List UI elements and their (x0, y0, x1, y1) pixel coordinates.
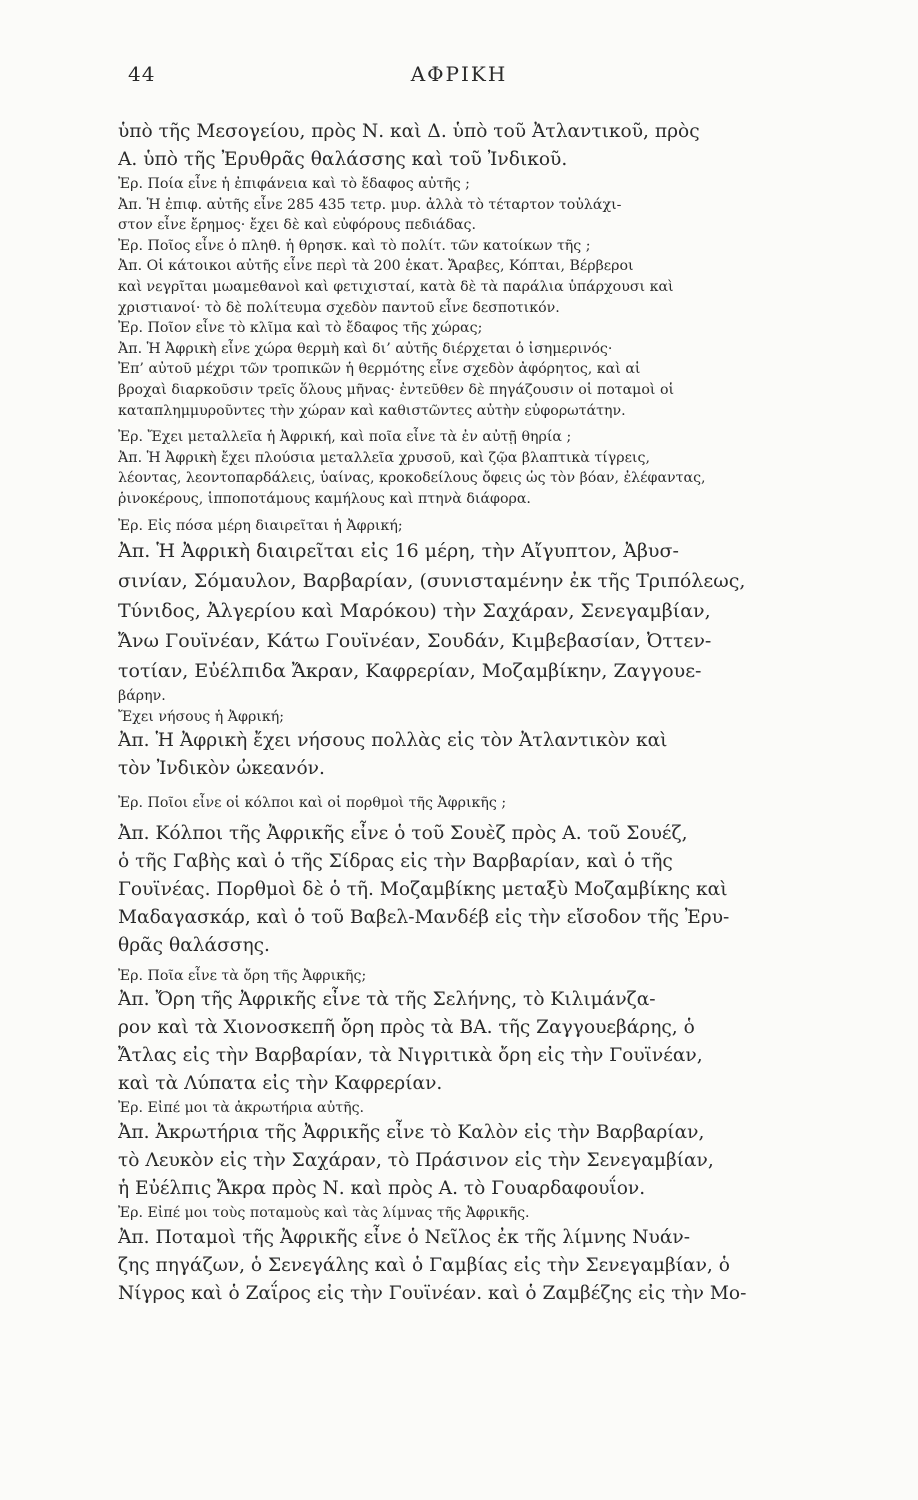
text-line: ὁ τῆς Γαβὴς καὶ ὁ τῆς Σίδρας εἰς τὴν Βαρβαρίαν, καὶ ὁ τῆς (118, 850, 673, 872)
text-line: ρον καὶ τὰ Χιονοσκεπῆ ὄρη πρὸς τὰ ΒΑ. τῆς Ζαγγουεβάρης, ὁ (118, 1017, 695, 1039)
text-line: σινίαν, Σόμαυλον, Βαρβαρίαν, (συνισταμένην ἐκ τῆς Τριπόλεως, (118, 570, 746, 593)
text-line: Ἀπ. Ἡ Ἀφρικὴ ἔχει νήσους πολλὰς εἰς τὸν Ἀτλαντικὸν καὶ (118, 730, 668, 752)
text-line: λέοντας, λεοντοπαρδάλεις, ὑαίνας, κροκοδείλους ὄφεις ὡς τὸν βόαν, ἐλέφαντας, (118, 470, 706, 487)
text-line: Ἐρ. Ποῖος εἶνε ὁ πληθ. ἡ θρησκ. καὶ τὸ πολίτ. τῶν κατοίκων τῆς ; (118, 237, 591, 254)
text-line: Ἀπ. Ἡ ἐπιφ. αὐτῆς εἶνε 285 435 τετρ. μυρ. ἀλλὰ τὸ τέταρτον τοὐλάχι- (118, 196, 622, 213)
text-line: Ἀπ. Κόλποι τῆς Ἀφρικῆς εἶνε ὁ τοῦ Σουὲζ πρὸς Α. τοῦ Σουέζ, (118, 822, 688, 844)
text-line: Μαδαγασκάρ, καὶ ὁ τοῦ Βαβελ-Μανδέβ εἰς τὴν εἴσοδον τῆς Ἐρυ- (118, 906, 730, 928)
text-line: Ἀπ. Ἀκρωτήρια τῆς Ἀφρικῆς εἶνε τὸ Καλὸν εἰς τὴν Βαρβαρίαν, (118, 1122, 705, 1144)
text-line: ζης πηγάζων, ὁ Σενεγάλης καὶ ὁ Γαμβίας εἰς τὴν Σενεγαμβίαν, ὁ (118, 1254, 730, 1276)
text-line: καὶ νεγρῖται μωαμεθανοὶ καὶ φετιχισταί, κατὰ δὲ τὰ παράλια ὑπάρχουσι καὶ (118, 278, 674, 295)
body-text (118, 118, 840, 1308)
text-line: Ἀπ. Ὄρη τῆς Ἀφρικῆς εἶνε τὰ τῆς Σελήνης, τὸ Κιλιμάνζα- (118, 989, 656, 1011)
text-line: Ἐπ’ αὐτοῦ μέχρι τῶν τροπικῶν ἡ θερμότης εἶνε σχεδὸν ἀφόρητος, καὶ αἱ (118, 361, 641, 378)
text-line: ῥινοκέρους, ἱπποποτάμους καμήλους καὶ πτηνὰ διάφορα. (118, 490, 531, 507)
text-line: Γουϊνέας. Πορθμοὶ δὲ ὁ τῆ. Μοζαμβίκης μεταξὺ Μοζαμβίκης καὶ (118, 878, 728, 900)
text-line: Ἀπ. Ποταμοὶ τῆς Ἀφρικῆς εἶνε ὁ Νεῖλος ἐκ τῆς λίμνης Νυάν- (118, 1226, 690, 1248)
text-line: Ἄνω Γουϊνέαν, Κάτω Γουϊνέαν, Σουδάν, Κιμβεβασίαν, Ὀττεν- (118, 630, 712, 653)
text-line: Τύνιδος, Ἀλγερίου καὶ Μαρόκου) τὴν Σαχάραν, Σενεγαμβίαν, (118, 600, 711, 623)
text-line: τὸν Ἰνδικὸν ὠκεανόν. (118, 758, 325, 780)
text-line: ὑπὸ τῆς Μεσογείου, πρὸς Ν. καὶ Δ. ὑπὸ τοῦ Ἀτλαντικοῦ, πρὸς (118, 121, 700, 142)
text-line: καταπλημμυροῦντες τὴν χώραν καὶ καθιστῶντες αὐτὴν εὐφορωτάτην. (118, 402, 626, 419)
text-line: Ἄτλας εἰς τὴν Βαρβαρίαν, τὰ Νιγριτικὰ ὄρη εἰς τὴν Γουϊνέαν, (118, 1045, 703, 1067)
text-line: βάρην. (118, 688, 166, 705)
text-line: Ἔχει νήσους ἡ Ἀφρική; (118, 708, 284, 725)
running-title: ΑΦΡΙΚΗ (410, 62, 508, 86)
text-line: Ἐρ. Εἰπέ μοι τοὺς ποταμοὺς καὶ τὰς λίμνας τῆς Ἀφρικῆς. (118, 1205, 530, 1222)
text-line: Ἐρ. Εἰς πόσα μέρη διαιρεῖται ἡ Ἀφρική; (118, 517, 403, 534)
text-line: Ἐρ. Ποῖον εἶνε τὸ κλῖμα καὶ τὸ ἔδαφος τῆς χώρας; (118, 320, 483, 337)
text-line: Ἐρ. Ποῖα εἶνε τὰ ὄρη τῆς Ἀφρικῆς; (118, 967, 367, 984)
text-line: Ἀπ. Ἡ Ἀφρικὴ διαιρεῖται εἰς 16 μέρη, τὴν Αἴγυπτον, Ἀβυσ- (118, 540, 679, 563)
text-line: ἡ Εὐέλπις Ἄκρα πρὸς Ν. καὶ πρὸς Α. τὸ Γουαρδαφουΐον. (118, 1178, 646, 1200)
text-line: Ἐρ. Ποῖοι εἶνε οἱ κόλποι καὶ οἱ πορθμοὶ τῆς Ἀφρικῆς ; (118, 795, 507, 812)
text-line: στον εἶνε ἔρημος· ἔχει δὲ καὶ εὐφόρους πεδιάδας. (118, 217, 476, 234)
text-line: Νίγρος καὶ ὁ Ζαΐρος εἰς τὴν Γουϊνέαν. καὶ ὁ Ζαμβέζης εἰς τὴν Μο- (118, 1282, 747, 1304)
text-line: τοτίαν, Εὐέλπιδα Ἄκραν, Καφρερίαν, Μοζαμβίκην, Ζαγγουε- (118, 660, 702, 683)
text-line: Ἐρ. Ἔχει μεταλλεῖα ἡ Ἀφρική, καὶ ποῖα εἶνε τὰ ἐν αὐτῇ θηρία ; (118, 429, 572, 446)
text-line: Ἀπ. Οἱ κάτοικοι αὐτῆς εἶνε περὶ τὰ 200 ἑκατ. Ἄραβες, Κόπται, Βέρβεροι (118, 258, 634, 275)
text-line: βροχαὶ διαρκοῦσιν τρεῖς ὅλους μῆνας· ἐντεῦθεν δὲ πηγάζουσιν οἱ ποταμοὶ οἱ (118, 381, 675, 398)
text-line: χριστιανοί· τὸ δὲ πολίτευμα σχεδὸν παντοῦ εἶνε δεσποτικόν. (118, 299, 560, 316)
text-line: θρᾶς θαλάσσης. (118, 934, 270, 956)
text-line: Ἀπ. Ἡ Ἀφρικὴ εἶνε χώρα θερμὴ καὶ δι’ αὐτῆς διέρχεται ὁ ἰσημερινός· (118, 340, 613, 357)
text-line: Ἐρ. Εἰπέ μοι τὰ ἀκρωτήρια αὐτῆς. (118, 1100, 365, 1117)
text-line: καὶ τὰ Λύπατα εἰς τὴν Καφρερίαν. (118, 1073, 443, 1095)
text-line: τὸ Λευκὸν εἰς τὴν Σαχάραν, τὸ Πράσινον εἰς τὴν Σενεγαμβίαν, (118, 1150, 714, 1172)
text-line: Ἐρ. Ποία εἶνε ἡ ἐπιφάνεια καὶ τὸ ἔδαφος αὐτῆς ; (118, 176, 470, 192)
page-number: 44 (128, 62, 156, 86)
text-line: Ἀπ. Ἡ Ἀφρικὴ ἔχει πλούσια μεταλλεῖα χρυσοῦ, καὶ ζῷα βλαπτικὰ τίγρεις, (118, 449, 650, 466)
page-header (0, 62, 918, 92)
text-line: Α. ὑπὸ τῆς Ἐρυθρᾶς θαλάσσης καὶ τοῦ Ἰνδικοῦ. (118, 149, 568, 170)
